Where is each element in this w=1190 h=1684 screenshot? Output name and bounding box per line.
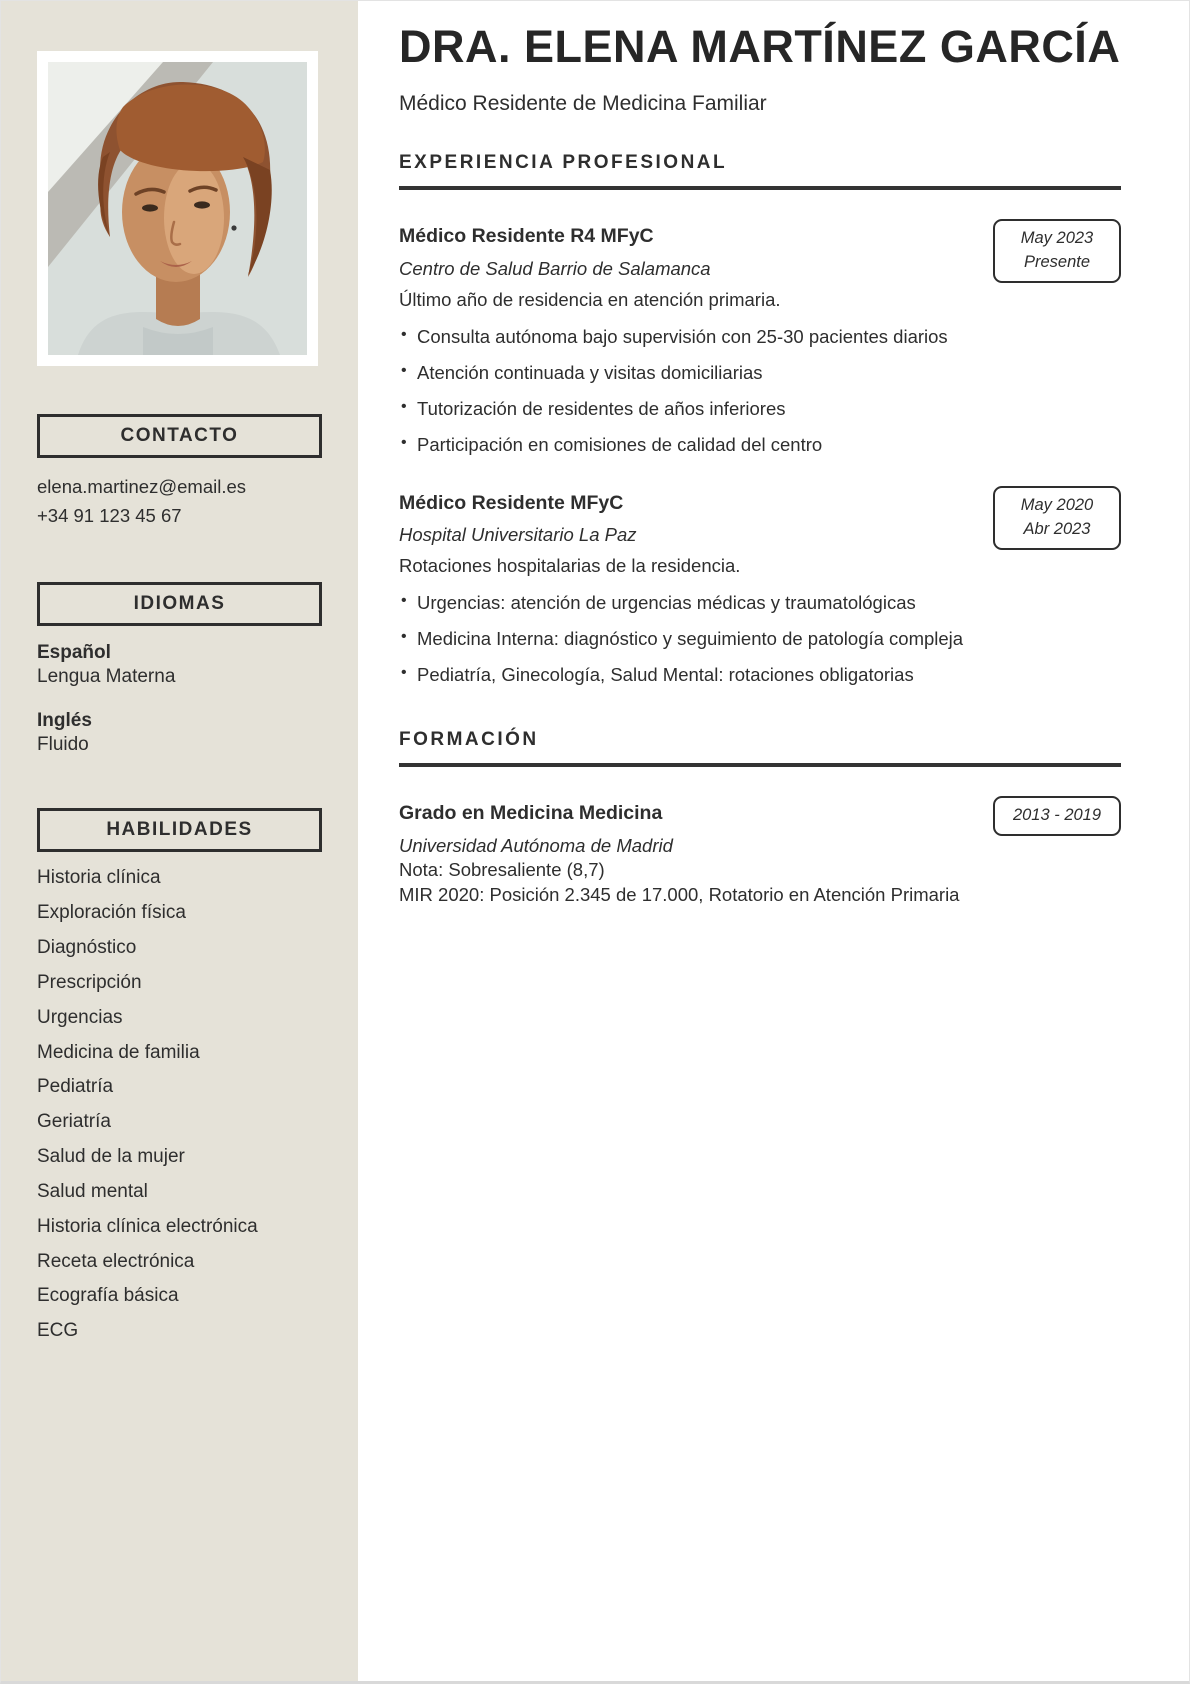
education-heading: FORMACIÓN (399, 729, 1121, 767)
job-bullets (399, 325, 1121, 457)
portrait-illustration (48, 62, 307, 355)
skills-list (37, 867, 322, 1342)
skill-item: Receta electrónica (37, 1250, 195, 1272)
language-name: Inglés (37, 709, 92, 731)
contact-phone: +34 91 123 45 67 (37, 504, 182, 526)
job-summary: Rotaciones hospitalarias de la residencia. (399, 555, 741, 577)
date-start: May 2023 (1020, 229, 1094, 248)
skill-item: Ecografía básica (37, 1285, 179, 1307)
job-subtitle: Médico Residente de Medicina Familiar (399, 92, 767, 116)
languages-heading: IDIOMAS (37, 582, 322, 626)
skill-item: Medicina de familia (37, 1041, 200, 1063)
language-item (37, 709, 322, 757)
experience-entry (399, 491, 1121, 688)
skill-item: Salud de la mujer (37, 1146, 185, 1168)
education-section (399, 729, 1121, 907)
job-bullet: • Pediatría, Ginecología, Salud Mental: rotaciones obligatorias (399, 663, 1121, 687)
experience-entry (399, 224, 1121, 457)
education-mir: MIR 2020: Posición 2.345 de 17.000, Rotatorio en Atención Primaria (399, 883, 960, 905)
contact-section (37, 414, 322, 530)
skill-item: Pediatría (37, 1076, 114, 1098)
job-bullet: • Atención continuada y visitas domiciliarias (399, 361, 1121, 385)
language-item (37, 641, 322, 689)
page-title: DRA. ELENA MARTÍNEZ GARCÍA (399, 21, 1121, 72)
date-badge (993, 796, 1121, 836)
languages-section (37, 582, 322, 756)
job-bullets (399, 591, 1121, 687)
skill-item: Diagnóstico (37, 937, 137, 959)
experience-section (399, 152, 1121, 687)
education-grade: Nota: Sobresaliente (8,7) (399, 858, 605, 880)
skills-heading: HABILIDADES (37, 808, 322, 852)
job-title: Médico Residente MFyC (399, 491, 624, 514)
skill-item: Historia clínica electrónica (37, 1215, 258, 1237)
job-bullet: • Medicina Interna: diagnóstico y seguimiento de patología compleja (399, 627, 1121, 651)
job-summary: Último año de residencia en atención primaria. (399, 288, 781, 310)
job-company: Hospital Universitario La Paz (399, 524, 637, 546)
experience-heading: EXPERIENCIA PROFESIONAL (399, 152, 1121, 190)
date-badge (993, 219, 1121, 283)
degree-title: Grado en Medicina Medicina (399, 802, 663, 825)
skill-item: Exploración física (37, 902, 186, 924)
date-end: Abr 2023 (1023, 519, 1091, 538)
date-range: 2013 - 2019 (1012, 806, 1102, 825)
main-content (399, 1, 1121, 920)
skills-section (37, 808, 322, 1342)
skill-item: Geriatría (37, 1111, 111, 1133)
skill-item: Urgencias (37, 1006, 123, 1028)
job-title: Médico Residente R4 MFyC (399, 225, 654, 248)
education-entry (399, 801, 1121, 907)
language-level: Fluido (37, 733, 89, 755)
school-name: Universidad Autónoma de Madrid (399, 834, 673, 856)
language-level: Lengua Materna (37, 666, 176, 688)
date-end: Presente (1023, 253, 1091, 272)
job-bullet: • Participación en comisiones de calidad del centro (399, 433, 1121, 457)
job-bullet: • Urgencias: atención de urgencias médicas y traumatológicas (399, 591, 1121, 615)
contact-email: elena.martinez@email.es (37, 476, 247, 497)
skill-item: Prescripción (37, 971, 142, 993)
skill-item: Salud mental (37, 1180, 148, 1202)
job-bullet: • Consulta autónoma bajo supervisión con 25-30 pacientes diarios (399, 325, 1121, 349)
contact-heading: CONTACTO (37, 414, 322, 458)
job-company: Centro de Salud Barrio de Salamanca (399, 257, 711, 279)
skill-item: ECG (37, 1320, 79, 1342)
date-badge (993, 486, 1121, 550)
skill-item: Historia clínica (37, 867, 161, 889)
profile-photo (37, 51, 318, 366)
job-bullet: • Tutorización de residentes de años inferiores (399, 397, 1121, 421)
sidebar (1, 1, 358, 1681)
language-name: Español (37, 642, 111, 664)
date-start: May 2020 (1020, 495, 1094, 514)
